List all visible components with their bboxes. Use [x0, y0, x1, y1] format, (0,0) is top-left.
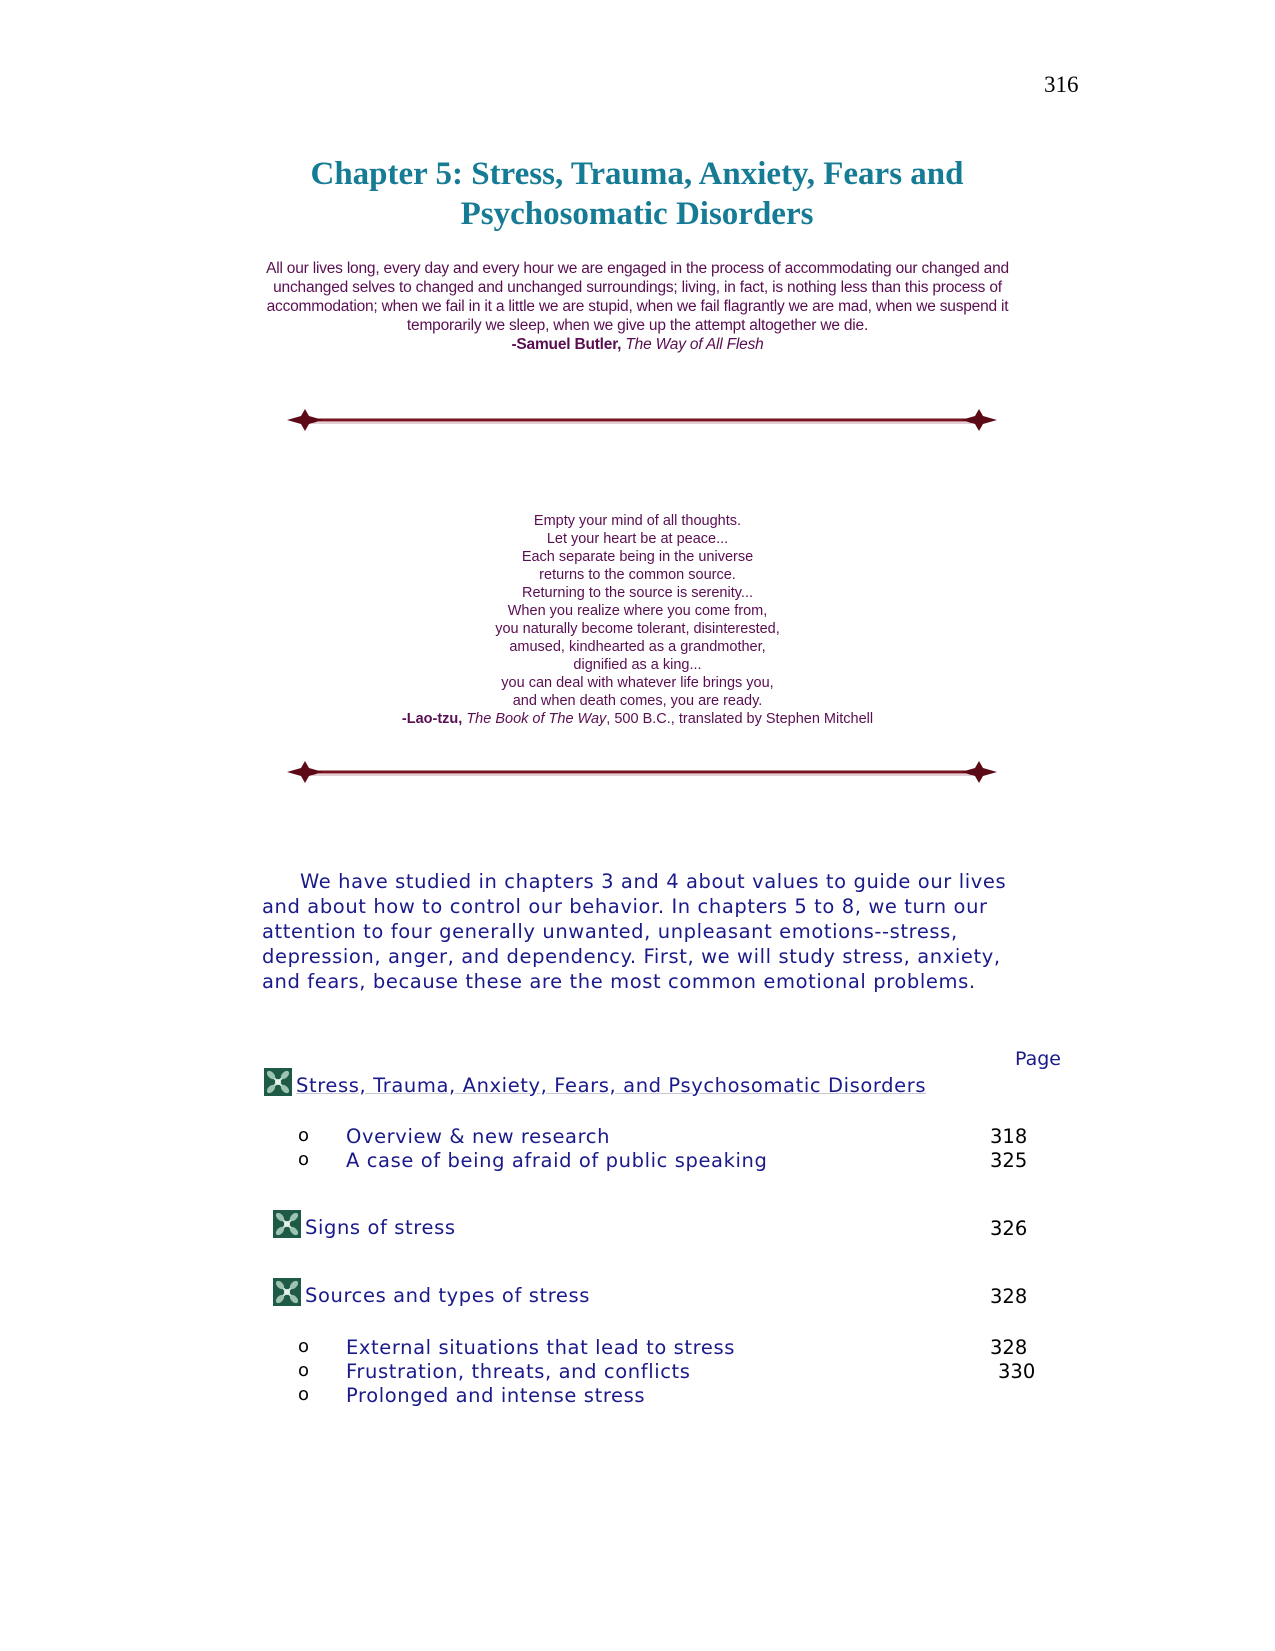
list-bullet: o: [298, 1384, 310, 1405]
poem-line: Let your heart be at peace...: [546, 531, 729, 547]
toc-section-label: Signs of stress: [305, 1215, 456, 1239]
poem-line: Returning to the source is serenity...: [521, 585, 754, 601]
epigraph-laotzu-lines: [330, 512, 945, 710]
toc-item-label: External situations that lead to stress: [346, 1336, 735, 1359]
epigraph-laotzu-work: The Book of The Way: [466, 711, 607, 727]
poem-line: you naturally become tolerant, disinterested,: [495, 621, 780, 637]
ornamental-divider: [287, 759, 997, 785]
poem-line: you can deal with whatever life brings you,: [501, 675, 774, 691]
epigraph-butler-text: All our lives long, every day and every hour we are engaged in the process of accommodating our changed and unchanged selves to changed and unchanged surroundings; living, in fact, is nothing less than this process of accommodation; when we fail in it a little we are stupid, when we fail flagrantly we are mad, when we suspend it temporarily we sleep, when we give up the attempt altogether we die.: [266, 260, 1009, 334]
chapter-title: Chapter 5: Stress, Trauma, Anxiety, Fears and Psychosomatic Disorders: [310, 156, 964, 232]
toc-page-number: 328: [990, 1285, 1028, 1308]
page-number: 316: [1044, 72, 1079, 97]
toc-section-label: Stress, Trauma, Anxiety, Fears, and Psychosomatic Disorders: [296, 1073, 927, 1097]
toc-section[interactable]: [273, 1277, 590, 1307]
toc-item[interactable]: [298, 1336, 1038, 1361]
flower-ornament-icon: [264, 1068, 292, 1096]
toc-item-label: Prolonged and intense stress: [346, 1384, 646, 1407]
toc-page-number: 325: [990, 1149, 1028, 1172]
poem-line: and when death comes, you are ready.: [512, 693, 763, 709]
toc-page-number: 330: [998, 1360, 1036, 1383]
epigraph-butler: [255, 259, 1020, 354]
epigraph-laotzu-note: , 500 B.C., translated by Stephen Mitchell: [606, 711, 874, 727]
toc-section[interactable]: [273, 1209, 456, 1239]
toc-section-label: Sources and types of stress: [305, 1283, 591, 1307]
list-bullet: o: [298, 1336, 310, 1357]
epigraph-laotzu-attribution: [330, 710, 945, 728]
toc-item-label: Overview & new research: [346, 1125, 611, 1148]
epigraph-butler-work: The Way of All Flesh: [625, 336, 764, 353]
poem-line: When you realize where you come from,: [507, 603, 768, 619]
poem-line: Empty your mind of all thoughts.: [533, 513, 742, 529]
poem-line: amused, kindhearted as a grandmother,: [509, 639, 766, 655]
intro-text: We have studied in chapters 3 and 4 about values to guide our lives and about how to control our behavior. In chapters 5 to 8, we turn our attention to four generally unwanted, unpleasant emotions--stress, depression, anger, and dependency. First, we will study stress, anxiety, and fears, because these are the most common emotional problems.: [262, 870, 1007, 993]
epigraph-butler-attribution: [255, 335, 1020, 354]
list-bullet: o: [298, 1125, 310, 1146]
poem-line: dignified as a king...: [573, 657, 702, 673]
toc-item-label: Frustration, threats, and conflicts: [346, 1360, 691, 1383]
toc-page-number: 326: [990, 1217, 1028, 1240]
toc-page-number: 318: [990, 1125, 1028, 1148]
list-bullet: o: [298, 1149, 310, 1170]
toc-item[interactable]: [298, 1125, 1038, 1150]
flower-ornament-icon: [273, 1278, 301, 1306]
flower-ornament-icon: [273, 1210, 301, 1238]
poem-line: returns to the common source.: [539, 567, 736, 583]
toc-item[interactable]: [298, 1360, 1038, 1385]
toc-item[interactable]: [298, 1384, 1038, 1409]
toc-page-number: 328: [990, 1336, 1028, 1359]
ornamental-divider: [287, 407, 997, 433]
epigraph-laotzu: [330, 512, 945, 728]
toc-item[interactable]: [298, 1149, 1038, 1174]
epigraph-butler-author: -Samuel Butler,: [511, 336, 622, 353]
toc-item-label: A case of being afraid of public speaking: [346, 1149, 768, 1172]
toc-section[interactable]: [264, 1067, 926, 1097]
list-bullet: o: [298, 1360, 310, 1381]
poem-line: Each separate being in the universe: [521, 549, 754, 565]
epigraph-laotzu-author: -Lao-tzu,: [401, 711, 463, 727]
toc-page-header: Page: [1015, 1048, 1061, 1070]
intro-paragraph: [262, 869, 1007, 994]
